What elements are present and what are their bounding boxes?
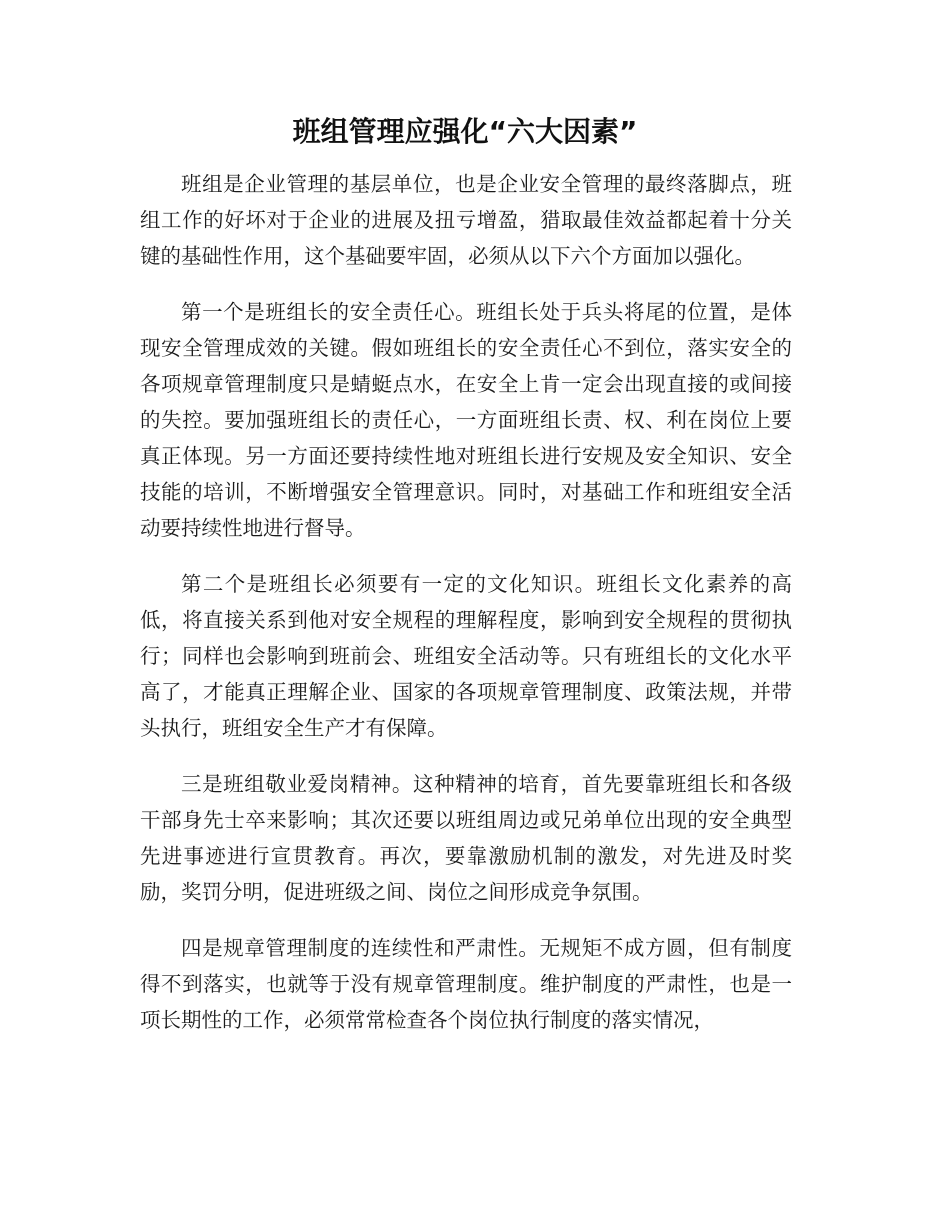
paragraph-factor-4: 四是规章管理制度的连续性和严肃性。无规矩不成方圆，但有制度得不到落实，也就等于没有规章管理制度。维护制度的严肃性，也是一项长期性的工作，必须常常检查各个岗位执行制度的落实情况， bbox=[140, 936, 792, 1032]
paragraph-factor-3: 三是班组敬业爱岗精神。这种精神的培育，首先要靠班组长和各级干部身先士卒来影响；其次还要以班组周边或兄弟单位出现的安全典型先进事迹进行宣贯教育。再次，要靠激励机制的激发，对先进及时奖励，奖罚分明，促进班级之间、岗位之间形成竞争氛围。 bbox=[140, 772, 792, 904]
document-body bbox=[140, 166, 792, 1058]
document-title: 班组管理应强化“六大因素” bbox=[292, 115, 638, 148]
paragraph-factor-2: 第二个是班组长必须要有一定的文化知识。班组长文化素养的高低，将直接关系到他对安全规程的理解程度，影响到安全规程的贯彻执行；同样也会影响到班前会、班组安全活动等。只有班组长的文化水平高了，才能真正理解企业、国家的各项规章管理制度、政策法规，并带头执行，班组安全生产才有保障。 bbox=[140, 572, 792, 740]
paragraph-intro: 班组是企业管理的基层单位，也是企业安全管理的最终落脚点，班组工作的好坏对于企业的进展及扭亏增盈，猎取最佳效益都起着十分关键的基础性作用，这个基础要牢固，必须从以下六个方面加以强化。 bbox=[140, 172, 792, 268]
paragraph-factor-1: 第一个是班组长的安全责任心。班组长处于兵头将尾的位置，是体现安全管理成效的关键。假如班组长的安全责任心不到位，落实安全的各项规章管理制度只是蜻蜓点水，在安全上肯一定会出现直接的或间接的失控。要加强班组长的责任心，一方面班组长责、权、利在岗位上要真正体现。另一方面还要持续性地对班组长进行安规及安全知识、安全技能的培训，不断增强安全管理意识。同时，对基础工作和班组安全活动要持续性地进行督导。 bbox=[140, 300, 792, 540]
